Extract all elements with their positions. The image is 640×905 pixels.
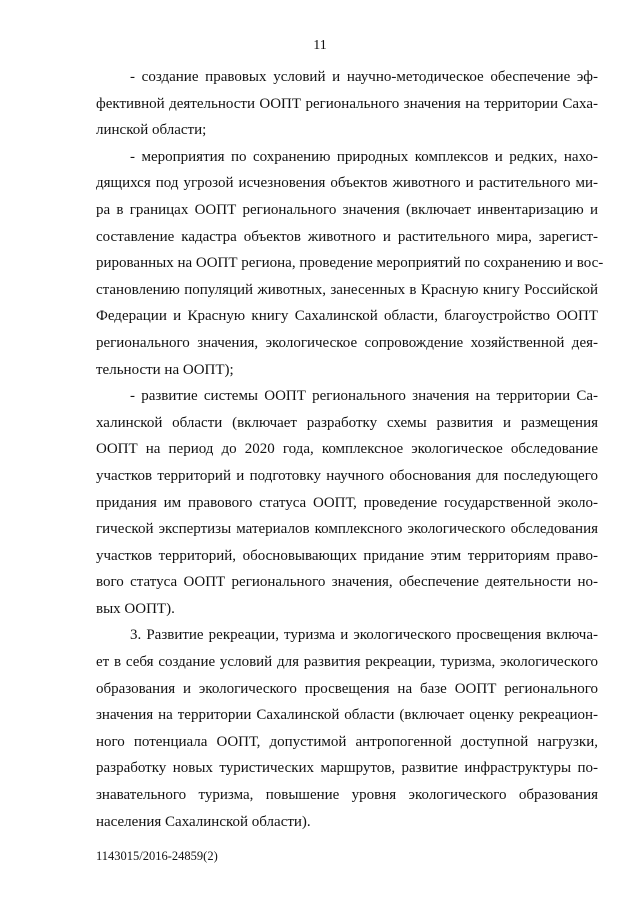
text-line: составление кадастра объектов животного и растительного мира, зарегист- [96, 228, 598, 245]
text-line: становлению популяций животных, занесенных в Красную книгу Российской [96, 281, 598, 298]
text-line: придания им правового статуса ООПТ, проведение государственной эколо- [96, 494, 598, 511]
text-line: 3. Развитие рекреации, туризма и экологического просвещения включа- [130, 627, 598, 644]
body-text [96, 64, 604, 835]
text-line: образования и экологического просвещения на базе ООПТ регионального [96, 680, 598, 697]
text-line: населения Сахалинской области). [96, 813, 311, 830]
text-line: - мероприятия по сохранению природных комплексов и редких, нахо- [130, 148, 598, 165]
text-line: - развитие системы ООПТ регионального значения на территории Са- [130, 388, 598, 405]
text-line: - создание правовых условий и научно-методическое обеспечение эф- [130, 69, 598, 85]
document-id: 1143015/2016-24859(2) [96, 849, 218, 863]
text-line: ра в границах ООПТ регионального значения (включает инвентаризацию и [96, 201, 598, 218]
text-line: халинской области (включает разработку схемы развития и размещения [96, 414, 598, 431]
text-line: участков территорий, обосновывающих придание этим территориям право- [96, 547, 598, 564]
text-line: рированных на ООПТ региона, проведение мероприятий по сохранению и вос- [96, 255, 604, 272]
text-line: Федерации и Красную книгу Сахалинской области, благоустройство ООПТ [96, 308, 598, 325]
text-line: участков территорий и подготовку научного обоснования для последующего [96, 467, 598, 484]
text-line: ет в себя создание условий для развития рекреации, туризма, экологического [96, 654, 598, 671]
text-line: разработку новых туристических маршрутов, развитие инфраструктуры по- [96, 760, 598, 777]
text-line: знавательного туризма, повышение уровня экологического образования [96, 787, 598, 804]
text-line: вых ООПТ). [96, 600, 175, 617]
text-line: ООПТ на период до 2020 года, комплексное экологическое обследование [96, 441, 598, 458]
page-number: 11 [313, 38, 327, 53]
text-line: линской области; [96, 122, 207, 139]
text-line: ного потенциала ООПТ, допустимой антропогенной доступной нагрузки, [96, 733, 598, 750]
text-line: значения на территории Сахалинской области (включает оценку рекреацион- [96, 707, 598, 724]
text-line: вого статуса ООПТ регионального значения, обеспечение деятельности но- [96, 574, 598, 591]
text-line: дящихся под угрозой исчезновения объектов животного и растительного ми- [96, 175, 598, 192]
text-line: гической экспертизы материалов комплексного экологического обследования [96, 521, 598, 538]
text-line: тельности на ООПТ); [96, 361, 234, 378]
text-line: фективной деятельности ООПТ регионального значения на территории Саха- [96, 95, 598, 112]
text-line: регионального значения, экологическое сопровождение хозяйственной дея- [96, 334, 598, 351]
